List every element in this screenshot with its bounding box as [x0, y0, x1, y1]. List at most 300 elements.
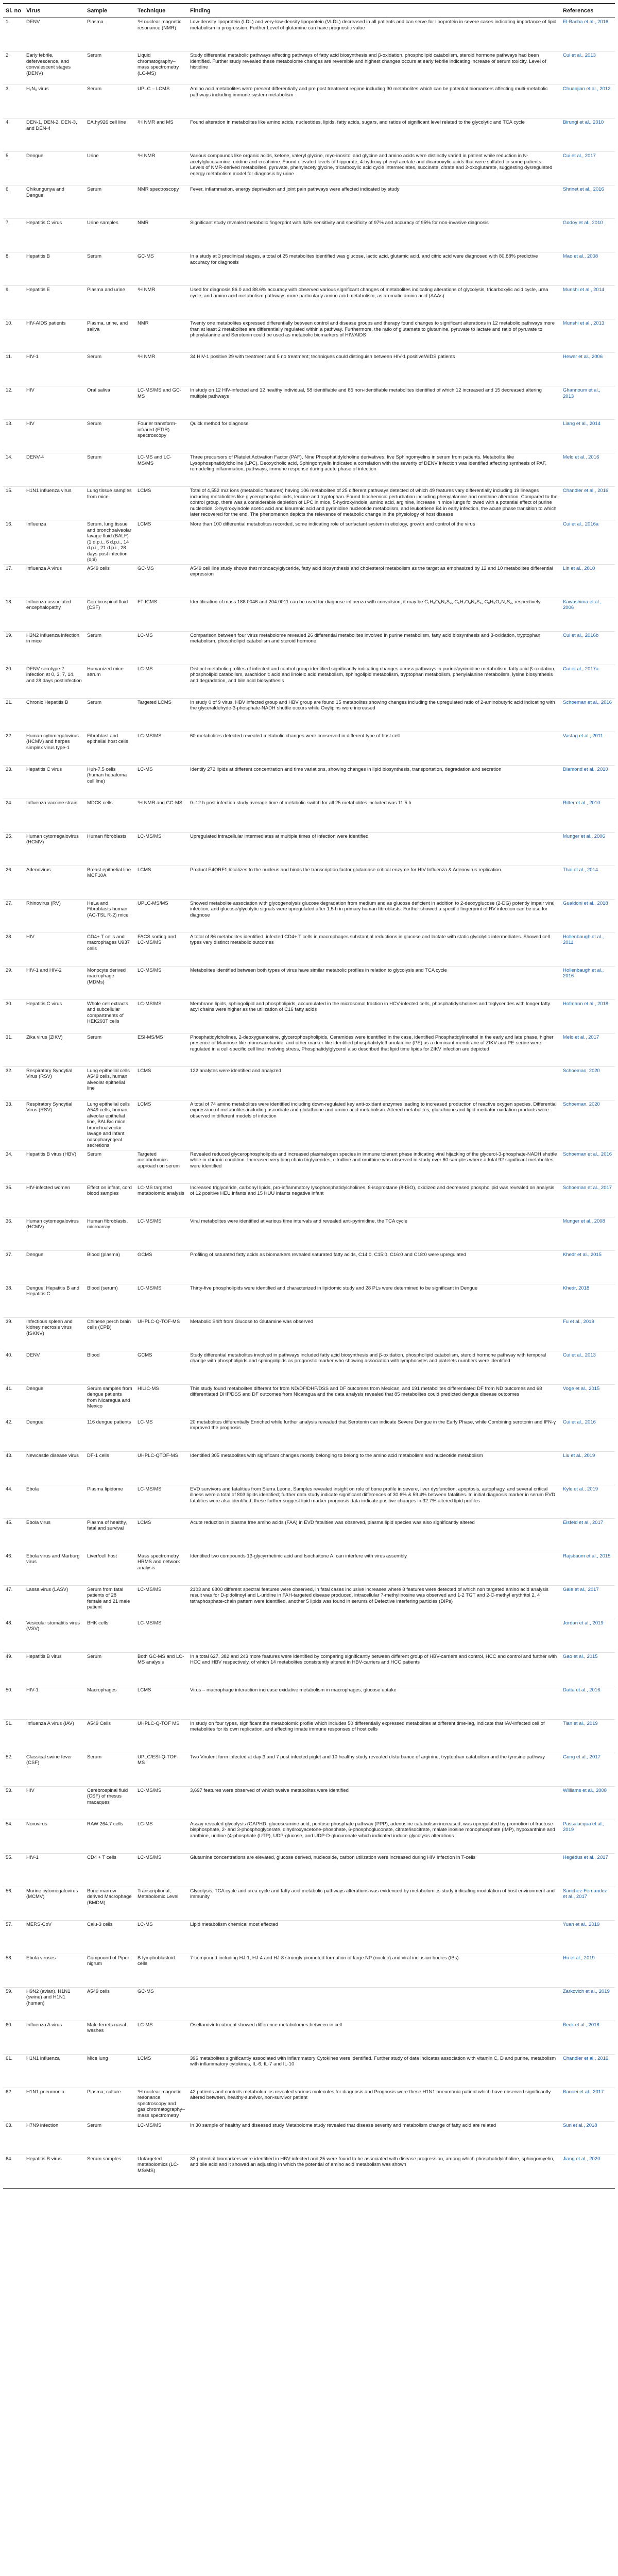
cell-references[interactable]: Schoeman et al., 2016 — [560, 698, 615, 732]
table-row — [3, 598, 615, 631]
cell-virus: Hepatitis B virus (HBV) — [24, 1150, 84, 1183]
table-row — [3, 1920, 615, 1954]
cell-sl-no: 36. — [3, 1217, 24, 1250]
cell-references[interactable]: Hegedus et al., 2017 — [560, 1853, 615, 1887]
cell-technique: GCMS — [135, 1351, 187, 1384]
cell-virus: Influenza A virus — [24, 2021, 84, 2054]
table-row — [3, 1585, 615, 1619]
cell-technique: LCMS — [135, 1686, 187, 1719]
cell-technique: LC-MS/MS — [135, 1485, 187, 1518]
cell-references[interactable]: Cui et al., 2013 — [560, 1351, 615, 1384]
cell-virus: Hepatitis C virus — [24, 219, 84, 252]
cell-references[interactable]: Munshi et al., 2014 — [560, 286, 615, 319]
cell-finding: Viral metabolites were identified at various time intervals and revealed anti-pyrimidine, the TCA cycle — [187, 1217, 560, 1250]
cell-finding: Significant study revealed metabolic fingerprint with 94% sensitivity and specificity of 97% and accuracy of 95% for non-invasive diagnosis — [187, 219, 560, 252]
cell-finding: Identify 272 lipids at different concentration and time variations, showing changes in lipid biosynthesis, transportation, degradation and secretion — [187, 765, 560, 799]
cell-references[interactable]: El-Bacha et al., 2016 — [560, 18, 615, 52]
cell-technique: LC-MS/MS — [135, 1217, 187, 1250]
cell-virus: Chikungunya and Dengue — [24, 185, 84, 219]
table-row — [3, 118, 615, 152]
cell-sample: Effect on infant, cord blood samples — [84, 1183, 135, 1217]
cell-references[interactable]: Datta et al., 2016 — [560, 1686, 615, 1719]
table-row — [3, 1066, 615, 1100]
table-row — [3, 1786, 615, 1820]
cell-virus: HIV — [24, 933, 84, 966]
cell-finding: 33 potential biomarkers were identified in HBV-infected and 25 were found to be associated with disease progression, among which phosphatidylcholine, sphingomyelin, and bile acid and it showed an adjusting in which the potential of amino acid metabolism was shown — [187, 2155, 560, 2188]
cell-virus: Lassa virus (LASV) — [24, 1585, 84, 1619]
cell-technique: LCMS — [135, 1066, 187, 1100]
cell-sl-no: 56. — [3, 1887, 24, 1920]
table-row — [3, 1987, 615, 2021]
cell-sl-no: 45. — [3, 1518, 24, 1552]
cell-virus: DENV-4 — [24, 453, 84, 487]
cell-sl-no: 58. — [3, 1954, 24, 1987]
cell-sl-no: 48. — [3, 1619, 24, 1652]
cell-sl-no: 49. — [3, 1652, 24, 1686]
cell-sl-no: 6. — [3, 185, 24, 219]
cell-virus: Influenza vaccine strain — [24, 799, 84, 832]
cell-finding: A total of 74 amino metabolites were identified including down-regulated key anti-oxidant enzymes leading to increased production of reactive oxygen species. Differential expression of metabolites including ascorbate and glutathione and amino acid metabolism. Altered metabolites, glutathione and lipid mediator oxidation products were observed in different models of infection — [187, 1100, 560, 1150]
cell-sample: Serum samples — [84, 2155, 135, 2188]
header-virus: Virus — [24, 4, 84, 18]
table-row — [3, 933, 615, 966]
cell-virus: HIV-1 — [24, 1686, 84, 1719]
cell-sample: MDCK cells — [84, 799, 135, 832]
cell-references[interactable]: Hewer et al., 2006 — [560, 353, 615, 386]
cell-sl-no: 63. — [3, 2121, 24, 2155]
cell-references[interactable]: Fu et al., 2019 — [560, 1317, 615, 1351]
cell-sample: Serum — [84, 85, 135, 118]
cell-technique: LCMS — [135, 520, 187, 565]
table-row — [3, 386, 615, 420]
cell-references[interactable]: Thai et al., 2014 — [560, 866, 615, 899]
cell-references[interactable]: Munger et al., 2006 — [560, 832, 615, 866]
cell-finding: Identification of mass 188.0046 and 204.0011 can be used for diagnose influenza with convulsion; it may be C₇H₈O₆N₂S₃, C₆H₇O₃N₃S₆, C₈H₆O₃N₂S₃, respectively — [187, 598, 560, 631]
cell-virus: HIV — [24, 420, 84, 453]
cell-virus: Influenza — [24, 520, 84, 565]
cell-sample: Urine — [84, 152, 135, 185]
cell-sl-no: 52. — [3, 1753, 24, 1786]
cell-sample: Liver/cell host — [84, 1552, 135, 1585]
cell-sample: Serum from fatal patients of 28 female and 21 male patient — [84, 1585, 135, 1619]
table-row — [3, 1887, 615, 1920]
table-row — [3, 2088, 615, 2121]
cell-virus: Dengue — [24, 1250, 84, 1284]
cell-finding: Study differential metabolic pathways affecting pathways of fatty acid biosynthesis and β-oxidation, phospholipid catabolism, steroid hormone pathways had been identified. Further study revealed these metabolome changes are reversible and highest changes occurs at early febrile indicating increase of serum toxicity. Level of histidine — [187, 52, 560, 85]
table-row — [3, 698, 615, 732]
cell-virus: Hepatitis C virus — [24, 999, 84, 1033]
cell-references[interactable]: Tian et al., 2019 — [560, 1719, 615, 1753]
table-row — [3, 453, 615, 487]
cell-sample: Serum — [84, 698, 135, 732]
cell-references[interactable]: Khedr et al., 2015 — [560, 1250, 615, 1284]
table-row — [3, 1820, 615, 1853]
table-row — [3, 1451, 615, 1485]
cell-sl-no: 26. — [3, 866, 24, 899]
cell-sample: Serum — [84, 453, 135, 487]
cell-references[interactable]: Liu et al., 2019 — [560, 1451, 615, 1485]
cell-virus: H9N2 (avian), H1N1 (swine) and H1N1 (human) — [24, 1987, 84, 2021]
table-row — [3, 832, 615, 866]
cell-references[interactable]: Munger et al., 2008 — [560, 1217, 615, 1250]
cell-sl-no: 46. — [3, 1552, 24, 1585]
cell-references[interactable]: Chuanjian et al., 2012 — [560, 85, 615, 118]
cell-sl-no: 29. — [3, 966, 24, 999]
cell-sample: Serum — [84, 2121, 135, 2155]
cell-finding: Product E4ORF1 localizes to the nucleus and binds the transcription factor glutamase critical enzyme for HIV Influenza & Adenovirus replication — [187, 866, 560, 899]
cell-technique: Fourier transform-infrared (FTIR) spectroscopy — [135, 420, 187, 453]
cell-technique: ¹H NMR — [135, 152, 187, 185]
cell-sl-no: 60. — [3, 2021, 24, 2054]
cell-sample: Serum — [84, 1150, 135, 1183]
cell-references[interactable]: Mao et al., 2008 — [560, 252, 615, 286]
cell-finding: Oseltamivir treatment showed difference metabolomes between in cell — [187, 2021, 560, 2054]
cell-sample: Calu-3 cells — [84, 1920, 135, 1954]
cell-sample: Huh-7.5 cells (human hepatoma cell line) — [84, 765, 135, 799]
table-row — [3, 219, 615, 252]
cell-virus: Hepatitis B virus — [24, 1652, 84, 1686]
cell-finding: 2103 and 6800 different spectral features were observed, in fatal cases inclusive increases where 8 features were detected of which non targeted amino acid analysis result was for D-pidolinoyl and L-uridine in FAH-targeted disease produced, intracellular 7-methylinosine was observed and 1-2 TGT and 2-C-methyl erythritol 2, 4 tetraphosphate-chain pattern were identified, another 5 lipids was found in serums of Defective interfering particles (DIPs) — [187, 1585, 560, 1619]
cell-sl-no: 20. — [3, 665, 24, 698]
cell-sample: Lung epithelial cells A549 cells, human alveolar epithelial line, BALB/c mice bronchoalveolar lavage and infant nasopharyngeal secretions — [84, 1100, 135, 1150]
cell-sample: Blood (serum) — [84, 1284, 135, 1317]
cell-technique: LCMS — [135, 487, 187, 520]
cell-sample: Serum — [84, 252, 135, 286]
cell-finding: Glutamine concentrations are elevated, glucose derived, nucleoside, carbon utilization were increased during HIV infection in T-cells — [187, 1853, 560, 1887]
cell-virus: Murine cytomegalovirus (MCMV) — [24, 1887, 84, 1920]
cell-virus: Influenza-associated encephalopathy — [24, 598, 84, 631]
cell-sample: Human fibroblasts, microarray — [84, 1217, 135, 1250]
table-row — [3, 1518, 615, 1552]
cell-references[interactable]: Cui et al., 2016 — [560, 1418, 615, 1451]
table-row — [3, 1100, 615, 1150]
cell-technique: NMR spectroscopy — [135, 185, 187, 219]
cell-sample: Cerebrospinal fluid (CSF) of rhesus macaques — [84, 1786, 135, 1820]
cell-sl-no: 37. — [3, 1250, 24, 1284]
table-row — [3, 1418, 615, 1451]
cell-sl-no: 41. — [3, 1384, 24, 1418]
cell-finding: Low-density lipoprotein (LDL) and very-low-density lipoprotein (VLDL) decreased in all patients and can serve for lipoprotein in severe cases indicating importance of lipid metabolism in progression. Further Level of glutamine can have prognostic value — [187, 18, 560, 52]
table-row — [3, 1250, 615, 1284]
cell-sample: 116 dengue patients — [84, 1418, 135, 1451]
cell-references[interactable]: Chandler et al., 2016 — [560, 487, 615, 520]
cell-references[interactable]: Birungi et al., 2010 — [560, 118, 615, 152]
table-row — [3, 152, 615, 185]
cell-references[interactable]: Schoeman, 2020 — [560, 1100, 615, 1150]
cell-finding: 60 metabolites detected revealed metabolic changes were conserved in different type of host cell — [187, 732, 560, 765]
cell-references[interactable]: Jordan et al., 2019 — [560, 1619, 615, 1652]
cell-finding: Quick method for diagnose — [187, 420, 560, 453]
cell-technique: NMR — [135, 319, 187, 353]
cell-virus: HIV-1 — [24, 353, 84, 386]
cell-technique: ¹H NMR and GC-MS — [135, 799, 187, 832]
cell-virus: Adenovirus — [24, 866, 84, 899]
cell-references[interactable]: Sanchez-Fernandez et al., 2017 — [560, 1887, 615, 1920]
cell-finding: 396 metabolites significantly associated with inflammatory Cytokines were identified. Further study of data indicates association with vitamin C, D and purine, metabolism with inflammatory cytokines, IL-6, IL-7 and IL-10 — [187, 2054, 560, 2088]
cell-sl-no: 39. — [3, 1317, 24, 1351]
cell-sl-no: 57. — [3, 1920, 24, 1954]
cell-sample: Breast epithelial line MCF10A — [84, 866, 135, 899]
cell-references[interactable]: Godoy et al., 2010 — [560, 219, 615, 252]
cell-finding — [187, 1619, 560, 1652]
cell-finding: In study on four types, significant the metabolomic profile which includes 50 differentially expressed metabolites at different time-lag, indicate that IAV-infected cell of metabolites for its own replication, and effecting innate immune responses of host cells — [187, 1719, 560, 1753]
cell-sl-no: 15. — [3, 487, 24, 520]
cell-sl-no: 21. — [3, 698, 24, 732]
cell-technique: UHPLC-Q-TOF-MS — [135, 1317, 187, 1351]
cell-references[interactable]: Hofmann et al., 2018 — [560, 999, 615, 1033]
cell-references[interactable]: Ghannoum et al., 2013 — [560, 386, 615, 420]
table-row — [3, 1954, 615, 1987]
cell-sample: Plasma — [84, 18, 135, 52]
cell-sample: A549 cells — [84, 1987, 135, 2021]
cell-technique: ¹H NMR — [135, 286, 187, 319]
cell-technique: ¹H nuclear magnetic resonance spectroscopy and gas chromatography–mass spectrometry — [135, 2088, 187, 2121]
table-row — [3, 866, 615, 899]
cell-finding: Distinct metabolic profiles of infected and control group identified significantly indicating changes across pathways in purine/pyrimidine metabolism, fatty acid β-oxidation, phospholipid catabolism, arachidonic acid and linoleic acid metabolism, sphingolipid metabolism, tryptophan metabolism, phenylalanine metabolism, lysine biosynthesis and degradation, and bile acid biosynthesis — [187, 665, 560, 698]
cell-sl-no: 62. — [3, 2088, 24, 2121]
cell-finding: Comparison between four virus metabolome revealed 26 differential metabolites involved in purine metabolism, fatty acid biosynthesis and β-oxidation, tryptophan metabolism, phospholipid catabolism and steroid hormone — [187, 631, 560, 665]
cell-technique: GC-MS — [135, 564, 187, 598]
cell-references[interactable]: Zarkovich et al., 2019 — [560, 1987, 615, 2021]
cell-technique: LC-MS/MS — [135, 2121, 187, 2155]
cell-technique: ¹H NMR — [135, 353, 187, 386]
cell-sl-no: 40. — [3, 1351, 24, 1384]
cell-references[interactable]: Melo et al., 2016 — [560, 453, 615, 487]
cell-references[interactable]: Melo et al., 2017 — [560, 1033, 615, 1066]
cell-references[interactable]: Sun et al., 2018 — [560, 2121, 615, 2155]
cell-technique: ESI-MS/MS — [135, 1033, 187, 1066]
cell-sl-no: 18. — [3, 598, 24, 631]
cell-finding: This study found metabolites different for from ND/DF/DHF/DSS and DF outcomes from Mexican, and 191 metabolites differentiated DF from ND outcomes and 68 differentiated DHF/DSS and DF outcomes from Nicaragua and the data analysis revealed that 85 metabolites could predicted dengue disease outcomes — [187, 1384, 560, 1418]
cell-virus: Respiratory Syncytial Virus (RSV) — [24, 1066, 84, 1100]
cell-finding: A549 cell line study shows that monoacylglyceride, fatty acid biosynthesis and cholesterol metabolism as the target as emphasized by 12 and 10 metabolites differential expression — [187, 564, 560, 598]
header-sl-no: Sl. no — [3, 4, 24, 18]
cell-virus: Hepatitis B virus — [24, 2155, 84, 2188]
cell-technique: LC-MS/MS and GC-MS — [135, 386, 187, 420]
cell-finding: In study 0 of 9 virus, HBV infected group and HBV group are found 15 metabolites showing changes including the upregulated ratio of 2-aminobutyric acid indicating with the glyceraldehyde-3-phosphate-NADH shuttle occurs while Oxylipins were increased — [187, 698, 560, 732]
cell-finding: Thirty-five phospholipids were identified and characterized in lipidomic study and 28 PLs were determined to be significant in Dengue — [187, 1284, 560, 1317]
cell-virus: Influenza A virus — [24, 564, 84, 598]
cell-technique: LC-MS — [135, 765, 187, 799]
cell-virus: Hepatitis B — [24, 252, 84, 286]
cell-technique: Both GC-MS and LC-MS analysis — [135, 1652, 187, 1686]
cell-finding: 3,697 features were observed of which twelve metabolites were identified — [187, 1786, 560, 1820]
table-row — [3, 252, 615, 286]
cell-references[interactable]: Cui et al., 2016a — [560, 520, 615, 565]
cell-technique: LC-MS/MS — [135, 1585, 187, 1619]
cell-sl-no: 14. — [3, 453, 24, 487]
cell-sl-no: 13. — [3, 420, 24, 453]
cell-finding: Upregulated intracellular intermediates at multiple times of infection were identified — [187, 832, 560, 866]
cell-references[interactable]: Schoeman et al., 2016 — [560, 1150, 615, 1183]
cell-finding: 7-compound including HJ-1, HJ-4 and HJ-8 strongly promoted formation of large NP (nucleo) and viral inclusion bodies (IBs) — [187, 1954, 560, 1987]
cell-references[interactable]: Lin et al., 2010 — [560, 564, 615, 598]
cell-virus: Dengue — [24, 1418, 84, 1451]
cell-references[interactable]: Jiang et al., 2020 — [560, 2155, 615, 2188]
cell-references[interactable]: Gualdoni et al., 2018 — [560, 899, 615, 933]
table-row — [3, 1753, 615, 1786]
cell-sample: Serum — [84, 185, 135, 219]
cell-virus: H₇N₉ virus — [24, 85, 84, 118]
cell-references[interactable]: Hollenbaugh et al., 2016 — [560, 966, 615, 999]
cell-finding: Glycolysis, TCA cycle and urea cycle and fatty acid metabolic pathways alterations was evidenced by metabolomics study indicating modulation of host environment and immunity — [187, 1887, 560, 1920]
cell-virus: Vesicular stomatitis virus (VSV) — [24, 1619, 84, 1652]
table-header-row — [3, 4, 615, 18]
cell-sl-no: 53. — [3, 1786, 24, 1820]
cell-references[interactable]: Schoeman et al., 2017 — [560, 1183, 615, 1217]
cell-finding: In study on 12 HIV-infected and 12 healthy individual, 58 identifiable and 85 non-identifiable metabolites identified of which 12 increased and 15 decreased altering multiple pathways — [187, 386, 560, 420]
cell-technique: LC-MS/MS — [135, 1786, 187, 1820]
cell-sample: Serum, lung tissue and bronchoalveolar lavage fluid (BALF) (1 d.p.i., 6 d.p.i., 14 d.p.i., 21 d.p.i., 28 days post infection (dpi) — [84, 520, 135, 565]
cell-finding: 34 HIV-1 positive 29 with treatment and 5 no treatment; techniques could distinguish between HIV-1 positive/AIDS patients — [187, 353, 560, 386]
table-row — [3, 1150, 615, 1183]
cell-sl-no: 9. — [3, 286, 24, 319]
cell-sample: Serum — [84, 420, 135, 453]
cell-sl-no: 25. — [3, 832, 24, 866]
cell-virus: Influenza A virus (IAV) — [24, 1719, 84, 1753]
cell-sample: Lung tissue samples from mice — [84, 487, 135, 520]
table-row — [3, 1351, 615, 1384]
cell-finding: In 30 sample of healthy and diseased study Metabolome study revealed that disease severity and metabolism change of fatty acid are related — [187, 2121, 560, 2155]
cell-references[interactable]: Williams et al., 2008 — [560, 1786, 615, 1820]
cell-finding: 0–12 h post infection study average time of metabolic switch for all 25 metabolites included was 11.5 h — [187, 799, 560, 832]
cell-sl-no: 54. — [3, 1820, 24, 1853]
cell-references[interactable]: Passalacqua et al., 2019 — [560, 1820, 615, 1853]
cell-technique: LC-MS — [135, 1418, 187, 1451]
cell-references[interactable]: Diamond et al., 2010 — [560, 765, 615, 799]
header-finding: Finding — [187, 4, 560, 18]
cell-sl-no: 22. — [3, 732, 24, 765]
cell-technique: LC-MS — [135, 2021, 187, 2054]
cell-references[interactable]: Vastag et al., 2011 — [560, 732, 615, 765]
table-row — [3, 999, 615, 1033]
cell-sl-no: 32. — [3, 1066, 24, 1100]
table-row — [3, 899, 615, 933]
cell-sample: Whole cell extracts and subcellular compartments of HEK293T cells — [84, 999, 135, 1033]
cell-virus: Human cytomegalovirus (HCMV) — [24, 1217, 84, 1250]
cell-sl-no: 4. — [3, 118, 24, 152]
cell-references[interactable]: Beck et al., 2018 — [560, 2021, 615, 2054]
cell-sl-no: 2. — [3, 52, 24, 85]
cell-references[interactable]: Cui et al., 2017a — [560, 665, 615, 698]
cell-finding: Revealed reduced glycerophospholipids and increased plasmalogen species in immune tolerant phase indicating viral hijacking of the glycerol-3-phosphate-NADH shuttle while in chronic condition. Increased very long chain triglycerides, citrulline and ornithine was observed in study over 60 samples where a total 92 significant metabolites were identified — [187, 1150, 560, 1183]
cell-references[interactable]: Rajsbaum et al., 2015 — [560, 1552, 615, 1585]
cell-technique: UPLC/ESI-Q-TOF-MS — [135, 1753, 187, 1786]
table-row — [3, 2155, 615, 2188]
cell-sample: HeLa and Fibroblasts human (AC-TSL R-2) mice — [84, 899, 135, 933]
cell-finding: Amino acid metabolites were present differentially and pre post treatment regime including 30 metabolites which can be potential biomarkers affecting multi-metabolic pathways including immune system metabolism — [187, 85, 560, 118]
table-row — [3, 185, 615, 219]
table-row — [3, 520, 615, 565]
cell-virus: Chronic Hepatitis B — [24, 698, 84, 732]
cell-references[interactable]: Cui et al., 2016b — [560, 631, 615, 665]
cell-references[interactable]: Khedr, 2018 — [560, 1284, 615, 1317]
cell-sample: Serum samples from dengue patients from Nicaragua and Mexico — [84, 1384, 135, 1418]
cell-sample: Serum — [84, 353, 135, 386]
cell-technique: Targeted metabolomics approach on serum — [135, 1150, 187, 1183]
cell-finding: Three precursors of Platelet Activation Factor (PAF), Nine Phosphatidylcholine derivatives, five Sphingomyelins in serum from patients. Metabolite like Lysophosphatidylcholine (LPC), Deoxycholic acid, Sphingomyelin indicated a correlation with the severity of DENV infection was identified affecting synthesis of PAF, remodeling inflammation, pathways, immune response during acute phase of infection — [187, 453, 560, 487]
cell-technique: LC-MS/MS — [135, 1284, 187, 1317]
cell-finding: Various compounds like organic acids, ketone, valeryl glycine, myo-inositol and glycine and amino acids were distinctly varied in patient while reduction in N-acetylglucosamine, uridine and creatinine. Found elevated levels of hippurate, 4-hydroxy-phenyl acetate and dicarboxylic acids that were sulfated in some patients. Levels of NMR-derived metabolites, pyruvate, phenylacetylglycine, tricarboxylic acid cycle intermediates, succinate, citrate and 2-oxoglutarate, suggesting dysregulated energy metabolism model for diagnosis by urine — [187, 152, 560, 185]
cell-sample: Mice lung — [84, 2054, 135, 2088]
table-row — [3, 2021, 615, 2054]
cell-technique: B lymphoblastoid cells — [135, 1954, 187, 1987]
cell-sl-no: 43. — [3, 1451, 24, 1485]
cell-sl-no: 17. — [3, 564, 24, 598]
table-row — [3, 1552, 615, 1585]
cell-references[interactable]: Kawashima et al., 2006 — [560, 598, 615, 631]
cell-virus: DENV serotype 2 infection at 0, 3, 7, 14, and 28 days postinfection — [24, 665, 84, 698]
cell-references[interactable]: Liang et al., 2014 — [560, 420, 615, 453]
cell-finding: In a study at 3 preclinical stages, a total of 25 metabolites identified was glucose, lactic acid, glutamic acid, and citric acid were diagnosed with 80.88% predictive accuracy for diagnosis — [187, 252, 560, 286]
cell-references[interactable]: Gale et al., 2017 — [560, 1585, 615, 1619]
cell-sl-no: 11. — [3, 353, 24, 386]
cell-virus: HIV-infected women — [24, 1183, 84, 1217]
cell-virus: HIV — [24, 1786, 84, 1820]
cell-references[interactable]: Hollenbaugh et al., 2011 — [560, 933, 615, 966]
cell-sample: Plasma lipidome — [84, 1485, 135, 1518]
table-row — [3, 732, 615, 765]
cell-references[interactable]: Cui et al., 2017 — [560, 152, 615, 185]
cell-sample: Lung epithelial cells A549 cells, human alveolar epithelial line — [84, 1066, 135, 1100]
cell-references[interactable]: Hu et al., 2019 — [560, 1954, 615, 1987]
cell-sample: Cerebrospinal fluid (CSF) — [84, 598, 135, 631]
cell-references[interactable]: Gong et al., 2017 — [560, 1753, 615, 1786]
cell-sample: Bone marrow derived Macrophage (BMDM) — [84, 1887, 135, 1920]
cell-virus: Dengue — [24, 1384, 84, 1418]
cell-sample: Serum — [84, 1753, 135, 1786]
cell-references[interactable]: Ritter et al., 2010 — [560, 799, 615, 832]
table-row — [3, 52, 615, 85]
cell-references[interactable]: Eisfeld et al., 2017 — [560, 1518, 615, 1552]
cell-finding: Phosphatidylcholines, 2-deoxyguanosine, glycerophospholipids, Ceramides were identified in the case, identified Phosphatidylinositol in the early and late phase, higher presence of Mannose-like monosaccharide, and other marker like identified phosphatidylethanolamine (PE) as a dominant membrane of ZIKV and PE-serine were regulated in a cell-specific cell line involving stress, Phosphatidylglycerol also described that lipid time lipids for ZIKV infection are depicted — [187, 1033, 560, 1066]
cell-sl-no: 30. — [3, 999, 24, 1033]
table-row — [3, 1719, 615, 1753]
cell-sample: Plasma, urine, and saliva — [84, 319, 135, 353]
cell-references[interactable]: Gao et al., 2015 — [560, 1652, 615, 1686]
cell-technique: HILIC-MS — [135, 1384, 187, 1418]
cell-finding: Metabolic Shift from Glucose to Glutamine was observed — [187, 1317, 560, 1351]
cell-technique: LC-MS/MS — [135, 832, 187, 866]
cell-finding: 122 analytes were identified and analyzed — [187, 1066, 560, 1100]
cell-references[interactable]: Chandler et al., 2016 — [560, 2054, 615, 2088]
cell-references[interactable]: Kyle et al., 2019 — [560, 1485, 615, 1518]
cell-technique: LCMS — [135, 1518, 187, 1552]
cell-sl-no: 61. — [3, 2054, 24, 2088]
cell-virus: Hepatitis E — [24, 286, 84, 319]
cell-technique: Liquid chromatography–mass spectrometry (LC-MS) — [135, 52, 187, 85]
cell-technique: UPLC-MS/MS — [135, 899, 187, 933]
table-row — [3, 353, 615, 386]
cell-sl-no: 51. — [3, 1719, 24, 1753]
cell-references[interactable]: Voge et al., 2015 — [560, 1384, 615, 1418]
cell-finding: EVD survivors and fatalities from Sierra Leone, Samples revealed insight on role of bone profile in severe, liver dysfunction, apoptosis, autophagy, and several critical illness were a total of 803 lipids identified; further data study indicate significant differences of 30.6% & 59.4% between fatalities. In initial diagnosis marker in serum EVD fatalities were also identified; these further suggest lipid marker prognosis data indicate positive changes in 32.7% altered lipid profiles — [187, 1485, 560, 1518]
cell-technique: LC-MS — [135, 665, 187, 698]
cell-technique: LC-MS/MS — [135, 732, 187, 765]
cell-technique: Untargeted metabolomics (LC-MS/MS) — [135, 2155, 187, 2188]
cell-sl-no: 34. — [3, 1150, 24, 1183]
cell-references[interactable]: Yuan et al., 2019 — [560, 1920, 615, 1954]
table-row — [3, 1686, 615, 1719]
cell-references[interactable]: Shrinet et al., 2016 — [560, 185, 615, 219]
cell-virus: Rhinovirus (RV) — [24, 899, 84, 933]
cell-references[interactable]: Schoeman, 2020 — [560, 1066, 615, 1100]
cell-references[interactable]: Cui et al., 2013 — [560, 52, 615, 85]
cell-technique: FT-ICMS — [135, 598, 187, 631]
cell-sample: Humanized mice serum — [84, 665, 135, 698]
cell-references[interactable]: Munshi et al., 2013 — [560, 319, 615, 353]
cell-references[interactable]: Banoei et al., 2017 — [560, 2088, 615, 2121]
